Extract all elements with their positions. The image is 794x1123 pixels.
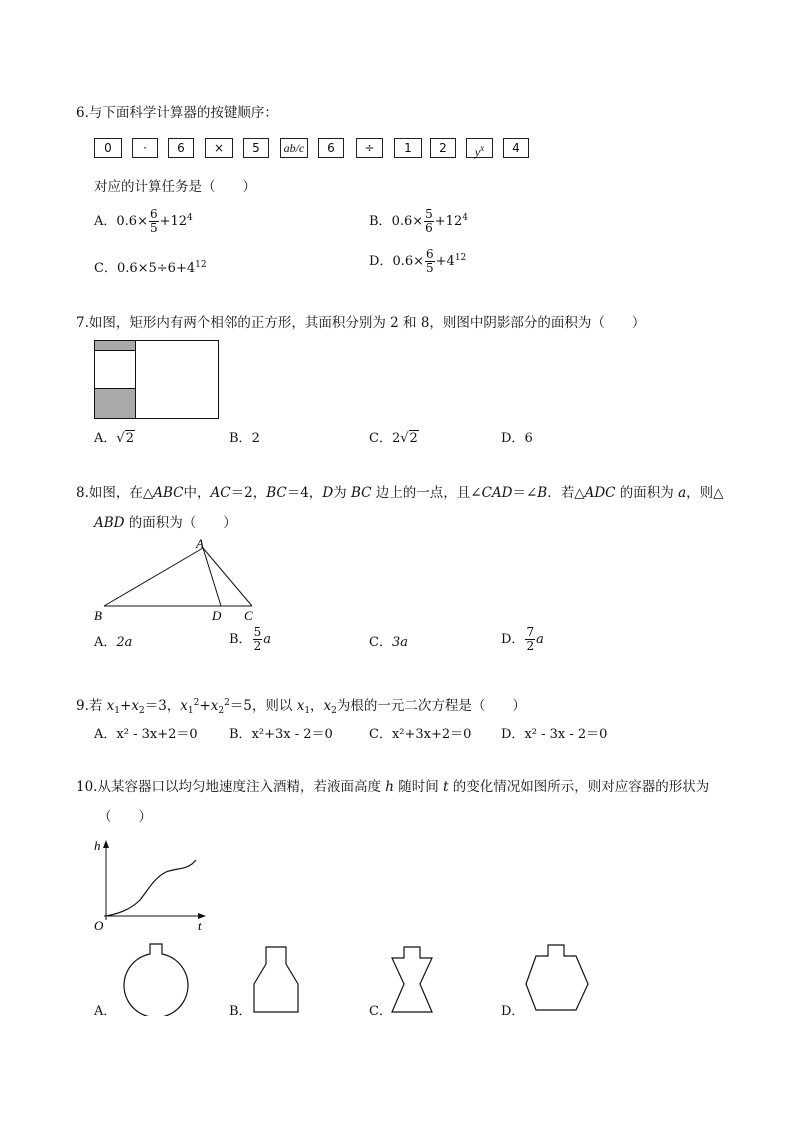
q10-option-d: D． (501, 1004, 525, 1019)
shaded-strip-top (95, 341, 136, 351)
segment-ad (203, 548, 221, 606)
q7-rectangle-figure (94, 340, 220, 420)
axis-label-h: h (94, 838, 101, 853)
q9-stem: 9.若 $x_1+x_2=3$，$x_1^2+x_2^2=5$，则以 $x_1$，$x_2$为根的一元二次方程是（ ） (76, 698, 526, 716)
axis-label-t: t (198, 918, 202, 933)
q8-option-b: B． $\frac{5}{2}$ a (229, 625, 271, 653)
vertex-label-d: D (212, 608, 222, 623)
segment-ac (203, 548, 252, 606)
key-times: × (205, 138, 233, 158)
segment-ab (104, 548, 203, 606)
q7-option-a: A．√2 (94, 431, 134, 446)
key-ab-c: ab/c (280, 138, 308, 158)
q8-stem-line1: 8.如图，在△ABC中，AC＝2，BC＝4，D为 BC 边上的一点，且∠CAD＝∠B．若△ADC 的面积为 a，则△ (76, 485, 724, 501)
key-2: 2 (430, 138, 456, 158)
q9-option-c: C．x²+3x+2＝0 (369, 727, 472, 742)
q6-task: 对应的计算任务是（ ） (94, 179, 256, 195)
h-axis-arrow (103, 840, 109, 848)
q7-option-d: D．6 (501, 431, 533, 446)
key-5: 5 (243, 138, 269, 158)
q9-option-d: D．x² - 3x - 2＝0 (501, 727, 608, 742)
q10-height-time-graph (88, 834, 218, 934)
small-square (95, 351, 136, 389)
q9-option-a: A．x² - 3x+2＝0 (94, 727, 198, 742)
key-1: 1 (394, 138, 422, 158)
vertex-label-b: B (94, 608, 102, 623)
q7-option-c: C．2√2 (369, 431, 418, 446)
key-6b: 6 (318, 138, 344, 158)
q10-option-b: B． (229, 1004, 252, 1019)
q8-option-c: C．3a (369, 635, 408, 650)
q7-option-b: B．2 (229, 431, 260, 446)
q8-option-a: A．2a (94, 635, 133, 650)
q10-stem: 10.从某容器口以均匀地速度注入酒精，若液面高度 h 随时间 t 的变化情况如图所示，则对应容器的形状为 (76, 779, 710, 795)
key-0: 0 (94, 138, 122, 158)
container-d-hexagon (524, 942, 592, 1014)
q8-stem-line2: ABD 的面积为（ ） (94, 515, 237, 531)
container-a-flask (120, 940, 196, 1016)
shaded-square-bottom (95, 389, 136, 419)
vertex-label-c: C (244, 608, 253, 623)
q6-option-c: C．$0.6\times 5\div 6+4^{12}$ (94, 260, 207, 276)
q10-stem-blank: （ ） (98, 809, 152, 825)
height-curve (106, 860, 196, 916)
container-b-bottle (246, 944, 310, 1016)
q6-option-a: A．0.6× $\frac{6}{5}$ $+12^4$ (94, 207, 193, 235)
q6-option-b: B．0.6× $\frac{5}{6}$ $+12^4$ (369, 207, 468, 235)
key-divide: ÷ (356, 138, 383, 158)
vertex-label-a: A (196, 536, 204, 551)
q6-stem: 6.与下面科学计算器的按键顺序： (76, 105, 278, 121)
key-y-power-x: $y^x$ (466, 138, 493, 158)
q10-option-a: A． (94, 1004, 117, 1019)
q10-option-c: C． (369, 1004, 392, 1019)
q7-stem: 7.如图，矩形内有两个相邻的正方形，其面积分别为 2 和 8，则图中阴影部分的面积为（ ） (76, 315, 646, 331)
q8-option-d: D． $\frac{7}{2}$ a (501, 625, 544, 653)
key-6: 6 (168, 138, 194, 158)
key-dot: · (132, 138, 158, 158)
q9-option-b: B．x²+3x - 2＝0 (229, 727, 333, 742)
container-c-hourglass (384, 944, 444, 1016)
q6-option-d: D．0.6× $\frac{6}{5}$ $+4^{12}$ (369, 247, 467, 275)
q8-triangle-figure (90, 534, 260, 624)
origin-label: O (94, 918, 104, 933)
key-4: 4 (503, 138, 529, 158)
